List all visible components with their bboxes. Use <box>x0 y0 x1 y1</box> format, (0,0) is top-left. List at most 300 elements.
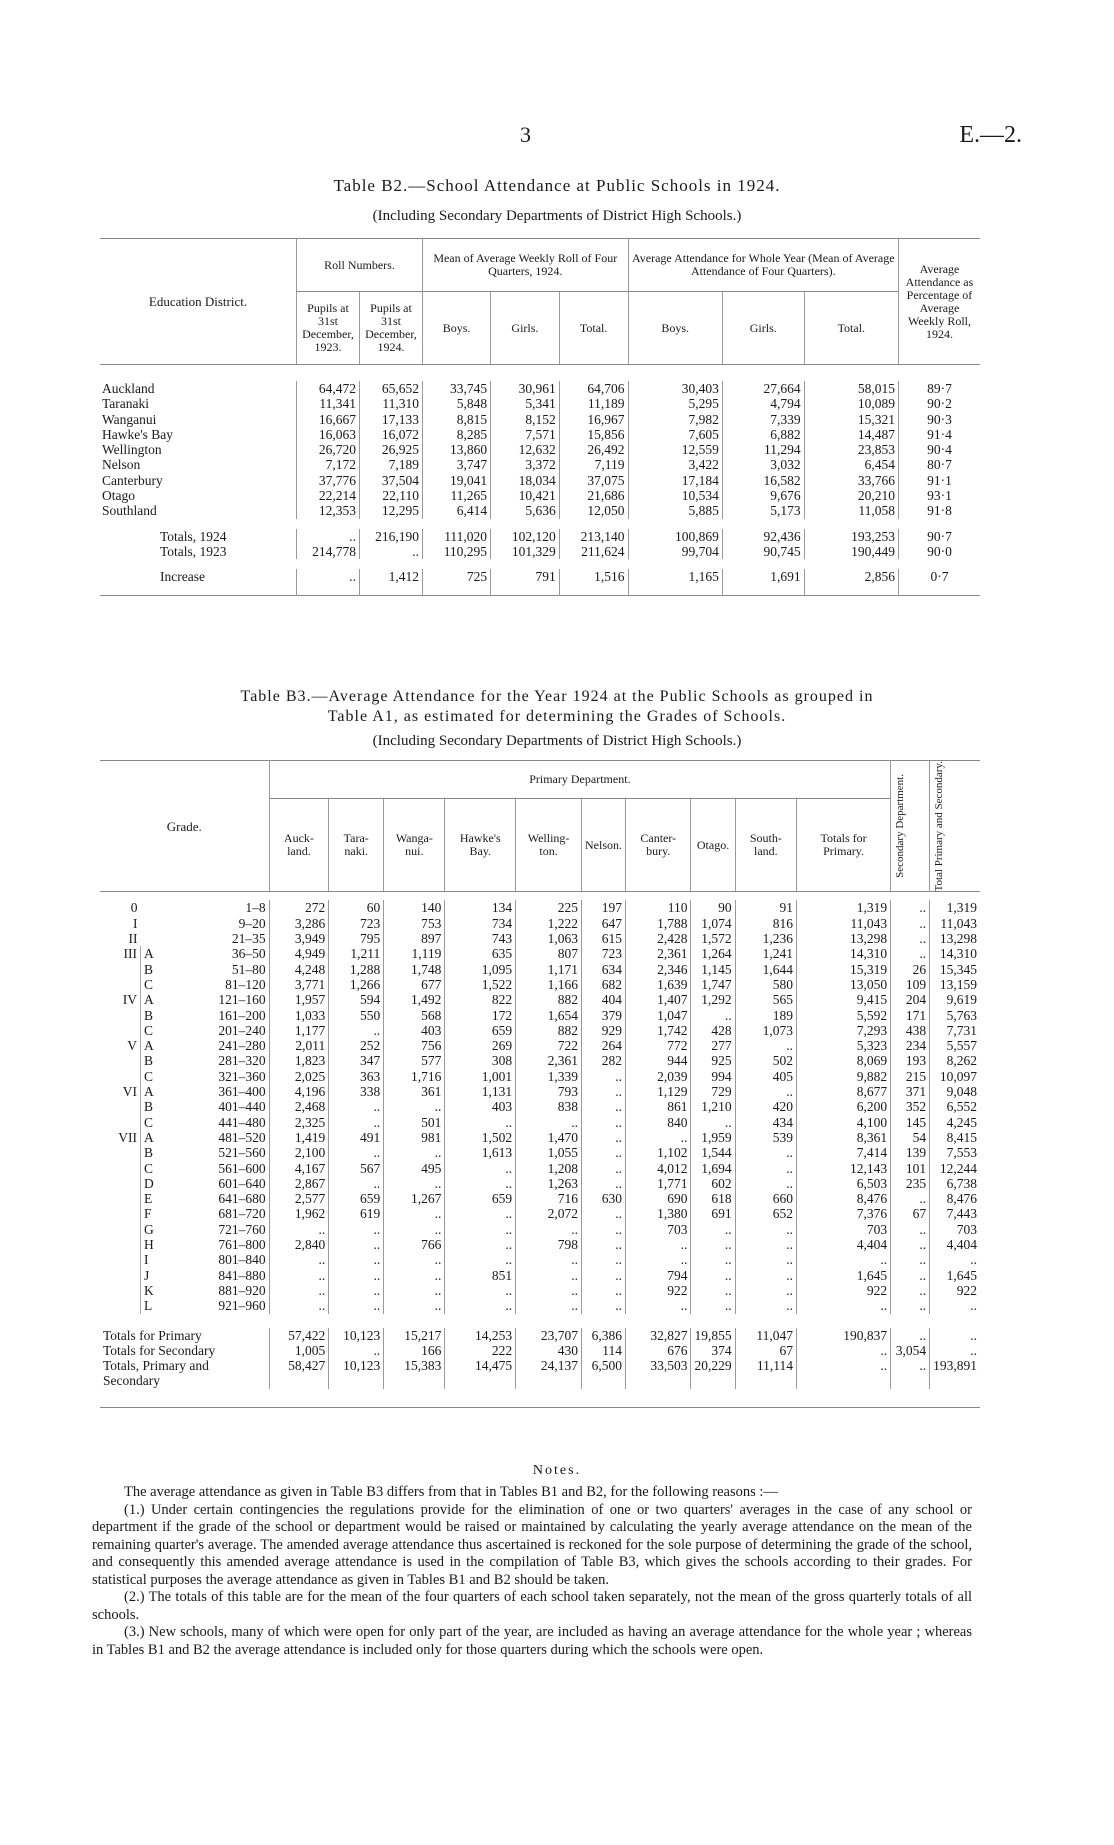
b3-cell: .. <box>445 1176 516 1191</box>
b3-cell: 753 <box>384 916 445 931</box>
b3-total-cell: 32,827 <box>626 1328 691 1343</box>
b3-cell: .. <box>582 1130 626 1145</box>
b3-cell: 615 <box>582 931 626 946</box>
b3-cell: 1,292 <box>691 992 735 1007</box>
b3-cell: 1,645 <box>797 1268 891 1283</box>
grade-subdivision <box>141 916 164 931</box>
b3-cell: 1,166 <box>516 977 582 992</box>
b2-cell-rb: 8,815 <box>423 412 491 427</box>
spacer <box>100 519 980 529</box>
table-row <box>100 962 980 977</box>
b3-cell: 1,823 <box>269 1053 329 1068</box>
b2-header-district: Education District. <box>100 239 297 365</box>
b3-cell: 197 <box>582 900 626 915</box>
b3-cell: 13,159 <box>930 977 980 992</box>
b3-cell: 1,074 <box>691 916 735 931</box>
grade-subdivision: A <box>141 1084 164 1099</box>
b2-cell-rg: 7,571 <box>491 427 560 442</box>
b3-cell: 91 <box>735 900 796 915</box>
b3-cell: 1,033 <box>269 1008 329 1023</box>
b2-cell-rb: 8,285 <box>423 427 491 442</box>
b3-cell: .. <box>445 1222 516 1237</box>
b3-cell: 282 <box>582 1053 626 1068</box>
grade-numeral <box>100 977 141 992</box>
table-b3-title-line1: Table B3.—Average Attendance for the Year 1924 at the Public Schools as grouped in <box>240 688 874 705</box>
table-row <box>100 1176 980 1191</box>
b2-cell-ab: 100,869 <box>628 529 722 544</box>
b3-cell: 5,763 <box>930 1008 980 1023</box>
b3-cell: 13,298 <box>930 931 980 946</box>
b3-total-cell: 19,855 <box>691 1328 735 1343</box>
district-label: Taranaki <box>102 396 150 412</box>
b3-cell: 5,592 <box>797 1008 891 1023</box>
b2-cell-p23: 11,341 <box>297 396 360 411</box>
b2-cell-p24: 65,652 <box>360 381 423 396</box>
b2-cell-ag: 4,794 <box>722 396 804 411</box>
grade-numeral <box>100 1145 141 1160</box>
b3-cell: 60 <box>329 900 384 915</box>
b2-header-roll-total: Total. <box>559 292 628 365</box>
b3-cell: .. <box>329 1252 384 1267</box>
grade-subdivision: G <box>141 1222 164 1237</box>
b3-cell: .. <box>582 1084 626 1099</box>
b2-cell-p23: 7,172 <box>297 457 360 472</box>
b3-cell: .. <box>384 1268 445 1283</box>
b2-header-avg-attendance: Average Attendance for Whole Year (Mean of Average Attendance of Four Quarters). <box>628 239 898 292</box>
b3-cell: .. <box>891 1298 930 1313</box>
b2-cell-rg: 12,632 <box>491 442 560 457</box>
b3-total-cell: 67 <box>735 1343 796 1358</box>
b2-cell-p23: 64,472 <box>297 381 360 396</box>
b3-total-cell: 1,005 <box>269 1343 329 1358</box>
b3-cell: 807 <box>516 946 582 961</box>
b2-cell-p24: 12,295 <box>360 503 423 518</box>
b3-cell: .. <box>329 1176 384 1191</box>
b2-cell-at: 10,089 <box>804 396 898 411</box>
b3-cell: 4,404 <box>797 1237 891 1252</box>
b3-cell: 4,196 <box>269 1084 329 1099</box>
b3-cell: 13,298 <box>797 931 891 946</box>
table-row <box>100 1099 980 1114</box>
b3-cell: 90 <box>691 900 735 915</box>
b2-cell-ag: 1,691 <box>722 569 804 595</box>
grade-numeral <box>100 1268 141 1283</box>
table-row <box>100 1222 980 1237</box>
b3-cell: .. <box>891 946 930 961</box>
b3-cell: 1,266 <box>329 977 384 992</box>
b3-cell: .. <box>269 1298 329 1313</box>
table-row <box>100 1206 980 1221</box>
b2-cell-rb: 5,848 <box>423 396 491 411</box>
b2-cell-pct: 91·1 <box>899 473 981 488</box>
b3-cell: 816 <box>735 916 796 931</box>
b3-cell: .. <box>445 1161 516 1176</box>
b2-cell-rb: 19,041 <box>423 473 491 488</box>
b3-cell: 1,102 <box>626 1145 691 1160</box>
b2-cell-p24: 26,925 <box>360 442 423 457</box>
b3-cell: 6,552 <box>930 1099 980 1114</box>
b3-cell: 861 <box>626 1099 691 1114</box>
grade-numeral <box>100 1161 141 1176</box>
page-number: 3 <box>520 122 531 147</box>
b2-cell-ag: 27,664 <box>722 381 804 396</box>
b3-cell: 630 <box>582 1191 626 1206</box>
b3-header-primary: Primary Department. <box>269 761 891 799</box>
b3-cell: .. <box>269 1283 329 1298</box>
b3-cell: 1,339 <box>516 1069 582 1084</box>
b2-header-percentage: Average Attendance as Percentage of Average Weekly Roll, 1924. <box>899 239 981 365</box>
b3-cell: 944 <box>626 1053 691 1068</box>
b3-cell: .. <box>445 1115 516 1130</box>
b3-cell: 1,319 <box>797 900 891 915</box>
b3-cell: 420 <box>735 1099 796 1114</box>
grade-numeral: II <box>128 931 138 947</box>
b3-cell: 568 <box>384 1008 445 1023</box>
note-intro: The average attendance as given in Table B3 differs from that in Tables B1 and B2, for the following reasons :— <box>124 1484 778 1500</box>
grade-subdivision: E <box>141 1191 164 1206</box>
b3-cell: .. <box>626 1298 691 1313</box>
b3-cell: 1,470 <box>516 1130 582 1145</box>
b3-cell: 54 <box>891 1130 930 1145</box>
grade-range: 441–480 <box>218 1114 266 1130</box>
grade-numeral: III <box>123 946 137 962</box>
spacer <box>100 1389 980 1408</box>
b3-total-cell: 114 <box>582 1343 626 1358</box>
b3-cell: 11,043 <box>797 916 891 931</box>
b3-total-cell: 20,229 <box>691 1358 735 1389</box>
b3-cell: 1,145 <box>691 962 735 977</box>
b3-cell: .. <box>797 1298 891 1313</box>
b3-cell: .. <box>582 1176 626 1191</box>
b2-header-mean-roll: Mean of Average Weekly Roll of Four Quarters, 1924. <box>423 239 629 292</box>
b3-cell: 379 <box>582 1008 626 1023</box>
b3-cell: .. <box>582 1206 626 1221</box>
b3-cell: 491 <box>329 1130 384 1145</box>
b3-cell: 1,063 <box>516 931 582 946</box>
table-row <box>100 1130 980 1145</box>
b3-cell: 743 <box>445 931 516 946</box>
b3-cell: 794 <box>626 1268 691 1283</box>
b3-cell: 8,262 <box>930 1053 980 1068</box>
b3-cell: 1,694 <box>691 1161 735 1176</box>
grade-subdivision: B <box>141 1053 164 1068</box>
b2-cell-rg: 30,961 <box>491 381 560 396</box>
b3-col-header: Nelson. <box>582 799 626 892</box>
grade-subdivision: J <box>141 1268 164 1283</box>
b2-cell-pct: 90·0 <box>899 544 981 559</box>
b2-cell-p24: 17,133 <box>360 412 423 427</box>
b3-cell: .. <box>582 1099 626 1114</box>
b3-total-cell: .. <box>930 1343 980 1358</box>
b3-total-cell: 15,217 <box>384 1328 445 1343</box>
b3-total-cell: .. <box>329 1343 384 1358</box>
b3-cell: .. <box>445 1237 516 1252</box>
totals-label: Totals for Secondary <box>103 1342 216 1358</box>
b2-cell-rt: 12,050 <box>559 503 628 518</box>
table-row <box>100 457 980 472</box>
b2-district-name <box>100 569 297 595</box>
b3-cell: .. <box>735 1268 796 1283</box>
b3-cell: 1,073 <box>735 1023 796 1038</box>
table-row <box>100 412 980 427</box>
b2-cell-at: 58,015 <box>804 381 898 396</box>
b2-cell-pct: 93·1 <box>899 488 981 503</box>
b3-cell: 772 <box>626 1038 691 1053</box>
b2-header-att-total: Total. <box>804 292 898 365</box>
grade-range: 801–840 <box>218 1252 266 1268</box>
grade-range: 281–320 <box>218 1053 266 1069</box>
b3-total-cell: 430 <box>516 1343 582 1358</box>
b3-cell: 840 <box>626 1115 691 1130</box>
grade-numeral <box>100 1069 141 1084</box>
b3-cell: 1,572 <box>691 931 735 946</box>
document-reference: E.—2. <box>959 122 1022 148</box>
b3-cell: 8,361 <box>797 1130 891 1145</box>
b3-cell: 734 <box>445 916 516 931</box>
b3-cell: .. <box>891 916 930 931</box>
b3-cell: 1,267 <box>384 1191 445 1206</box>
b2-cell-p24: 16,072 <box>360 427 423 442</box>
b3-cell: 716 <box>516 1191 582 1206</box>
b2-cell-p24: 1,412 <box>360 569 423 595</box>
b3-cell: .. <box>582 1161 626 1176</box>
b3-cell: .. <box>582 1283 626 1298</box>
table-row <box>100 900 980 915</box>
totals-row <box>100 1358 980 1389</box>
table-b3 <box>100 760 980 1408</box>
b3-cell: 539 <box>735 1130 796 1145</box>
b3-cell: 9,882 <box>797 1069 891 1084</box>
b3-cell: 756 <box>384 1038 445 1053</box>
grade-range: 721–760 <box>218 1221 266 1237</box>
b3-cell: .. <box>735 1298 796 1313</box>
grade-range: 681–720 <box>218 1206 266 1222</box>
grade-numeral <box>100 1023 141 1038</box>
b3-cell: 882 <box>516 992 582 1007</box>
b3-cell: 13,050 <box>797 977 891 992</box>
b3-cell: 1,241 <box>735 946 796 961</box>
b3-cell: 1,263 <box>516 1176 582 1191</box>
note-3: (3.) New schools, many of which were open for only part of the year, are included as having an average attendance for the whole year ; whereas in Tables B1 and B2 the average attendance is included only for those quarters during which the schools were open. <box>92 1624 972 1658</box>
grade-numeral <box>100 1191 141 1206</box>
b3-cell: .. <box>516 1252 582 1267</box>
b2-district-name <box>100 457 297 472</box>
b3-cell: 922 <box>797 1283 891 1298</box>
b3-cell: 1,959 <box>691 1130 735 1145</box>
b3-cell: 2,100 <box>269 1145 329 1160</box>
b3-cell: 1,236 <box>735 931 796 946</box>
b3-cell: 882 <box>516 1023 582 1038</box>
b3-cell: 635 <box>445 946 516 961</box>
spacer <box>100 365 980 382</box>
grade-numeral <box>100 1053 141 1068</box>
b3-total-cell: .. <box>797 1343 891 1358</box>
district-label: Totals, 1923 <box>160 543 227 559</box>
b3-cell: .. <box>735 1038 796 1053</box>
spacer <box>100 1314 980 1328</box>
b2-header-pupils-1923: Pupils at 31st December, 1923. <box>297 292 360 365</box>
table-row <box>100 1145 980 1160</box>
b3-cell: 851 <box>445 1268 516 1283</box>
b3-cell: 139 <box>891 1145 930 1160</box>
b3-cell: 15,345 <box>930 962 980 977</box>
b2-cell-ab: 30,403 <box>628 381 722 396</box>
grade-subdivision: A <box>141 946 164 961</box>
b3-total-cell: 23,707 <box>516 1328 582 1343</box>
b3-cell: 204 <box>891 992 930 1007</box>
b3-total-cell: 33,503 <box>626 1358 691 1389</box>
b2-cell-ag: 16,582 <box>722 473 804 488</box>
b3-cell: 2,325 <box>269 1115 329 1130</box>
b3-total-cell: .. <box>930 1328 980 1343</box>
b3-cell: .. <box>691 1237 735 1252</box>
b2-cell-rt: 213,140 <box>559 529 628 544</box>
table-row <box>100 381 980 396</box>
b2-cell-at: 6,454 <box>804 457 898 472</box>
b2-cell-rg: 102,120 <box>491 529 560 544</box>
b3-cell: 352 <box>891 1099 930 1114</box>
b3-cell: 308 <box>445 1053 516 1068</box>
b3-cell: 2,072 <box>516 1206 582 1221</box>
district-label: Canterbury <box>102 472 163 488</box>
b3-cell: 252 <box>329 1038 384 1053</box>
b2-cell-rt: 15,856 <box>559 427 628 442</box>
b2-cell-rt: 16,967 <box>559 412 628 427</box>
b2-cell-rt: 37,075 <box>559 473 628 488</box>
b2-cell-rg: 101,329 <box>491 544 560 559</box>
b3-total-cell: 14,253 <box>445 1328 516 1343</box>
b3-cell: .. <box>582 1145 626 1160</box>
b3-cell: 6,200 <box>797 1099 891 1114</box>
b2-cell-rg: 5,341 <box>491 396 560 411</box>
b3-cell: 981 <box>384 1130 445 1145</box>
b3-cell: 729 <box>691 1084 735 1099</box>
b3-cell: 2,577 <box>269 1191 329 1206</box>
b2-cell-p24: 37,504 <box>360 473 423 488</box>
b3-total-cell: 24,137 <box>516 1358 582 1389</box>
b3-cell: 8,476 <box>797 1191 891 1206</box>
b3-cell: 8,677 <box>797 1084 891 1099</box>
table-row <box>100 1237 980 1252</box>
b2-cell-rb: 111,020 <box>423 529 491 544</box>
b2-cell-p23: 26,720 <box>297 442 360 457</box>
b2-district-name <box>100 427 297 442</box>
b3-cell: 722 <box>516 1038 582 1053</box>
b3-cell: 9,048 <box>930 1084 980 1099</box>
b3-cell: 403 <box>445 1099 516 1114</box>
b3-cell: 1,055 <box>516 1145 582 1160</box>
b2-cell-p23: 22,214 <box>297 488 360 503</box>
b3-cell: 2,361 <box>516 1053 582 1068</box>
b2-cell-pct: 90·3 <box>899 412 981 427</box>
b3-total-cell: 374 <box>691 1343 735 1358</box>
grade-range: 841–880 <box>218 1267 266 1283</box>
b3-cell: 502 <box>735 1053 796 1068</box>
b3-cell: .. <box>691 1283 735 1298</box>
b3-cell: 565 <box>735 992 796 1007</box>
b3-cell: 235 <box>891 1176 930 1191</box>
b3-cell: 338 <box>329 1084 384 1099</box>
b3-cell: .. <box>735 1237 796 1252</box>
b3-cell: 1,492 <box>384 992 445 1007</box>
b3-cell: 1,208 <box>516 1161 582 1176</box>
note-1: (1.) Under certain contingencies the regulations provide for the elimination of one or two quarters' averages in the case of any school or department if the grade of the school or department would be raised or maintained by calculating the yearly average attendance on the mean of the remaining quarter's average. The amended average attendance thus ascertained is reckoned for the sole purpose of determining the grade of the school, and consequently this amended average attendance is used in the compilation of Table B3, which gives the schools according to their grades. For statistical purposes the average attendance as given in Tables B1 and B2 should be taken. <box>92 1501 972 1588</box>
b3-cell: 1,171 <box>516 962 582 977</box>
grade-subdivision: D <box>141 1176 164 1191</box>
b3-cell: 1,502 <box>445 1130 516 1145</box>
b3-header-total: Total Primary and Secondary. <box>933 761 946 892</box>
grade-subdivision <box>141 900 164 915</box>
b3-cell: 5,557 <box>930 1038 980 1053</box>
b2-cell-rt: 21,686 <box>559 488 628 503</box>
b2-cell-rb: 11,265 <box>423 488 491 503</box>
b3-cell: 9,619 <box>930 992 980 1007</box>
b3-cell: 7,443 <box>930 1206 980 1221</box>
table-row <box>100 1084 980 1099</box>
b3-cell: 1,419 <box>269 1130 329 1145</box>
b3-cell: .. <box>735 1145 796 1160</box>
b3-cell: 403 <box>384 1023 445 1038</box>
b3-cell: 67 <box>891 1206 930 1221</box>
b3-cell: .. <box>626 1130 691 1145</box>
b3-cell: .. <box>930 1298 980 1313</box>
grade-range: 601–640 <box>218 1175 266 1191</box>
b3-total-cell: 15,383 <box>384 1358 445 1389</box>
b3-cell: .. <box>329 1115 384 1130</box>
b3-cell: 2,468 <box>269 1099 329 1114</box>
b3-cell: 501 <box>384 1115 445 1130</box>
grade-subdivision: B <box>141 1008 164 1023</box>
b3-cell: .. <box>445 1283 516 1298</box>
b2-cell-rt: 64,706 <box>559 381 628 396</box>
b3-cell: 4,012 <box>626 1161 691 1176</box>
district-label: Wanganui <box>102 411 157 427</box>
b3-cell: 723 <box>582 946 626 961</box>
b3-cell: 434 <box>735 1115 796 1130</box>
totals-row <box>100 1343 980 1358</box>
grade-numeral <box>100 1283 141 1298</box>
b3-cell: .. <box>516 1298 582 1313</box>
table-row <box>100 992 980 1007</box>
b2-cell-rg: 3,372 <box>491 457 560 472</box>
b3-cell: 1,747 <box>691 977 735 992</box>
grade-numeral: VI <box>122 1084 137 1100</box>
grade-numeral <box>100 1115 141 1130</box>
b3-cell: 1,407 <box>626 992 691 1007</box>
table-row <box>100 503 980 518</box>
b3-cell: 4,248 <box>269 962 329 977</box>
b3-cell: 594 <box>329 992 384 1007</box>
b3-cell: 2,011 <box>269 1038 329 1053</box>
grade-range: 51–80 <box>231 961 266 977</box>
table-row <box>100 977 980 992</box>
table-row <box>100 442 980 457</box>
b2-header-att-girls: Girls. <box>722 292 804 365</box>
b3-cell: 659 <box>329 1191 384 1206</box>
b3-total-cell: 14,475 <box>445 1358 516 1389</box>
b3-cell: 14,310 <box>797 946 891 961</box>
grade-subdivision: C <box>141 1115 164 1130</box>
b2-cell-pct: 80·7 <box>899 457 981 472</box>
grade-numeral: 0 <box>130 900 138 916</box>
b3-cell: 723 <box>329 916 384 931</box>
b2-cell-p24: 216,190 <box>360 529 423 544</box>
b3-col-header: Tara-naki. <box>329 799 384 892</box>
b3-cell: 404 <box>582 992 626 1007</box>
b3-cell: 897 <box>384 931 445 946</box>
b3-cell: .. <box>891 1237 930 1252</box>
b3-cell: 1,644 <box>735 962 796 977</box>
